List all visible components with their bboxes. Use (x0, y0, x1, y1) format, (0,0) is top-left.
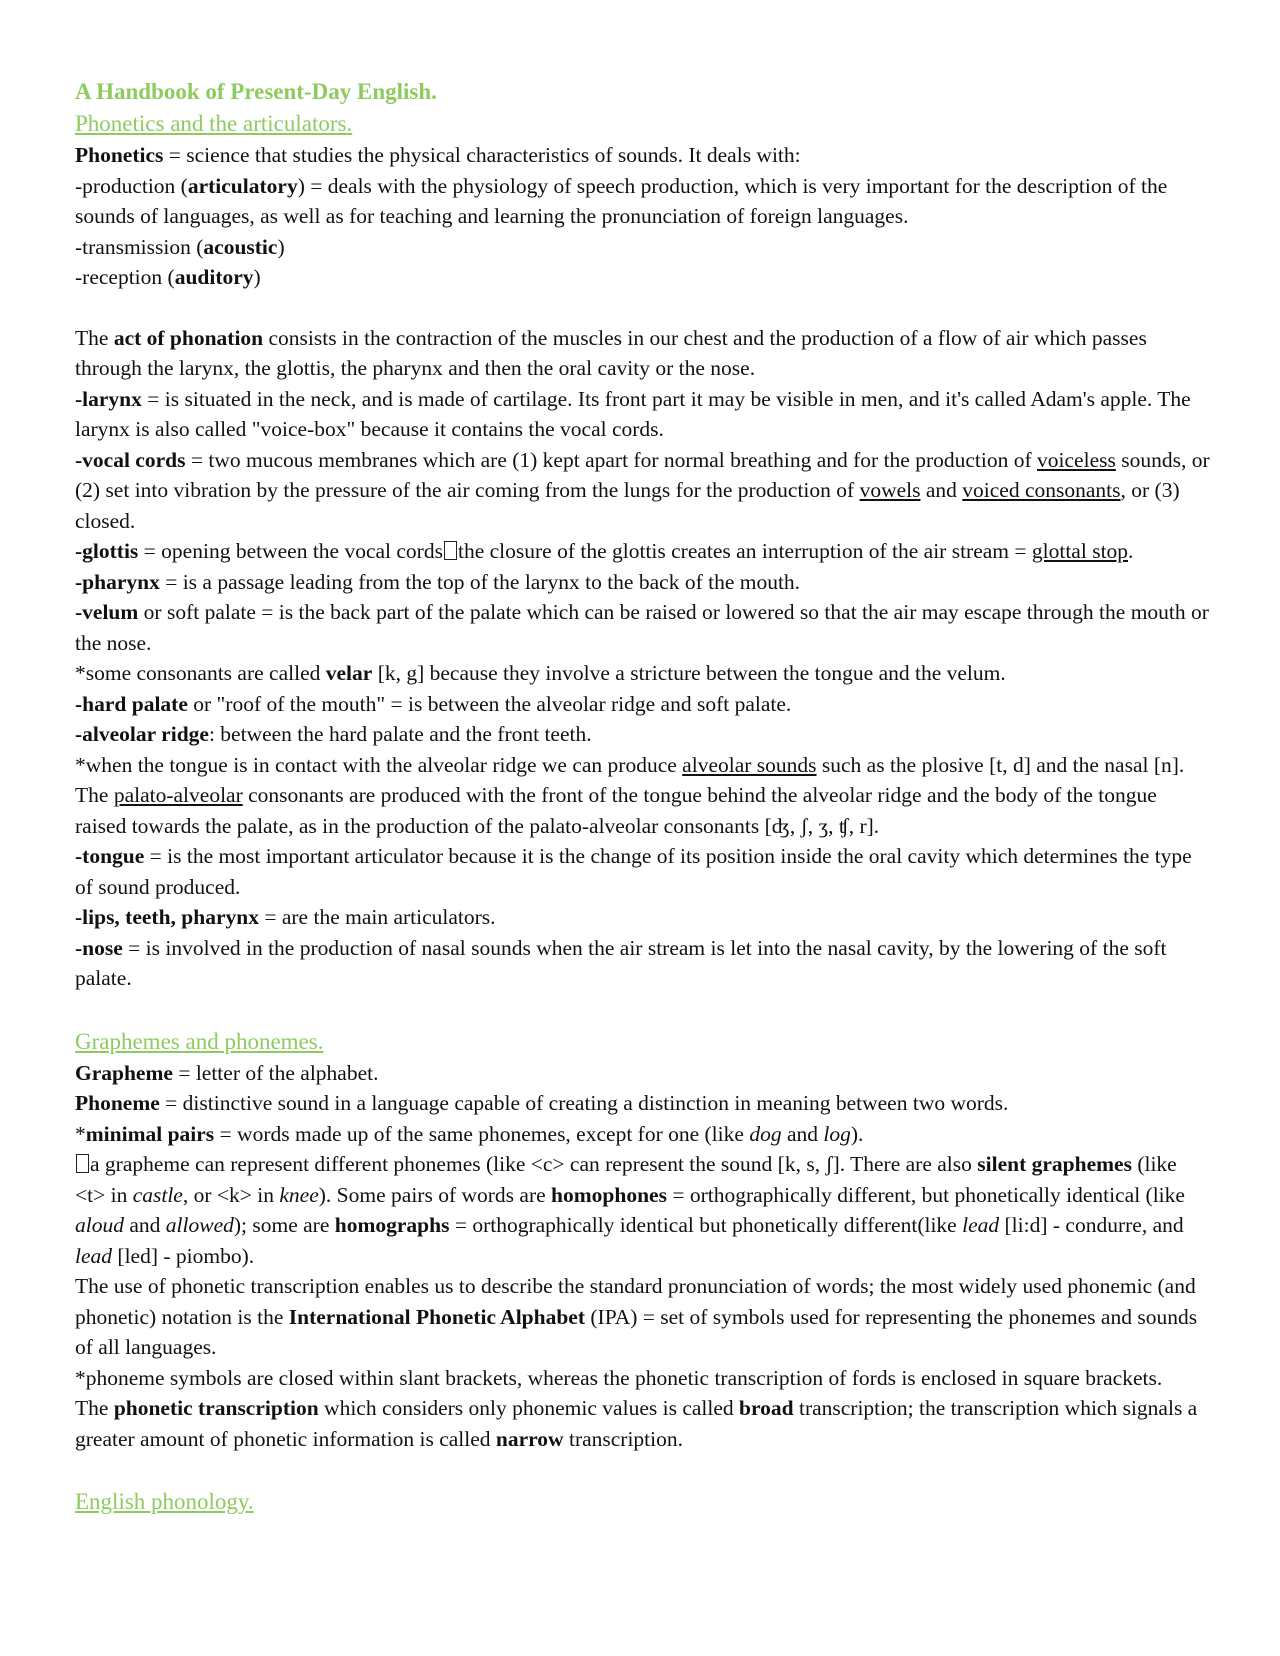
paragraph-production: -production (articulatory) = deals with the physiology of speech production, which is very important for the description of the sounds of languages, as well as for teaching and learning the pronunciation of foreign languages. (75, 173, 1168, 228)
paragraph-tongue: -tongue = is the most important articulator because it is the change of its position inside the oral cavity which determines the type of sound produced. (75, 844, 1192, 899)
paragraph-reception: -reception (auditory) (75, 265, 261, 289)
paragraph-minimal-pairs: *minimal pairs = words made up of the same phonemes, except for one (like dog and log). (75, 1121, 864, 1146)
paragraph-ipa: The use of phonetic transcription enables us to describe the standard pronunciation of words; the most widely used phonemic (and phonetic) notation is the International Phonetic Alphabet (IPA) = set of symbols used for representing the phonemes and sounds of all languages. (75, 1274, 1198, 1359)
section-heading-english-phonology: English phonology. (75, 1489, 254, 1514)
paragraph-hard-palate: -hard palate or "roof of the mouth" = is between the alveolar ridge and soft palate. (75, 691, 792, 716)
section-heading-phonetics: Phonetics and the articulators. (75, 111, 353, 136)
paragraph-vocal-cords: -vocal cords = two mucous membranes which are (1) kept apart for normal breathing and for the production of voiceless sounds, or (2) set into vibration by the pressure of the air coming from the lungs for the production of vowels and voiced consonants, or (3) closed. (75, 447, 1210, 533)
missing-glyph-icon (76, 1154, 89, 1173)
paragraph-phoneme: Phoneme = distinctive sound in a language capable of creating a distinction in meaning between two words. (75, 1091, 1009, 1115)
paragraph-alveolar-note: *when the tongue is in contact with the alveolar ridge we can produce alveolar sounds such as the plosive [t, d] and the nasal [n]. The palato-alveolar consonants are produced with the front of the tongue behind the alveolar ridge and the body of the tongue raised towards the palate, as in the production of the palato-alveolar consonants [ʤ, ʃ, ʒ, ʧ, r]. (75, 752, 1185, 838)
paragraph-phonetics-definition: Phonetics = science that studies the physical characteristics of sounds. It deals with: (75, 143, 801, 167)
paragraph-grapheme-phonemes: a grapheme can represent different phonemes (like <c> can represent the sound [k, s, ʃ]. There are also silent graphemes (like <t> in castle, or <k> in knee). Some pairs of words are homophones = orthographically different, but phonetically identical (like aloud and allowed); some are homographs = orthographically identical but phonetically different(like lead [li:d] - condurre, and lead [led] - piombo). (75, 1152, 1185, 1268)
paragraph-velum: -velum or soft palate = is the back part of the palate which can be raised or lowered so that the air may escape through the mouth or the nose. (75, 600, 1209, 655)
paragraph-alveolar-ridge: -alveolar ridge: between the hard palate and the front teeth. (75, 722, 592, 746)
paragraph-lips: -lips, teeth, pharynx = are the main articulators. (75, 905, 496, 929)
paragraph-transmission: -transmission (acoustic) (75, 234, 285, 259)
document-title: A Handbook of Present-Day English. (75, 79, 437, 104)
missing-glyph-icon (444, 541, 457, 560)
paragraph-velar-note: *some consonants are called velar [k, g] because they involve a stricture between the tongue and the velum. (75, 661, 1006, 685)
paragraph-transcription: The phonetic transcription which considers only phonemic values is called broad transcription; the transcription which signals a greater amount of phonetic information is called narrow transcription. (75, 1396, 1198, 1451)
paragraph-glottis: -glottis = opening between the vocal cords the closure of the glottis creates an interruption of the air stream = glottal stop. (75, 539, 1134, 563)
paragraph-symbols-note: *phoneme symbols are closed within slant brackets, whereas the phonetic transcription of fords is enclosed in square brackets. (75, 1365, 1163, 1390)
paragraph-nose: -nose = is involved in the production of nasal sounds when the air stream is let into the nasal cavity, by the lowering of the soft palate. (75, 935, 1167, 990)
paragraph-grapheme: Grapheme = letter of the alphabet. (75, 1060, 379, 1085)
section-heading-graphemes: Graphemes and phonemes. (75, 1028, 324, 1054)
paragraph-larynx: -larynx = is situated in the neck, and is made of cartilage. Its front part it may be visible in men, and it's called Adam's apple. The larynx is also called "voice-box" because it contains the vocal cords. (75, 386, 1191, 441)
paragraph-pharynx: -pharynx = is a passage leading from the top of the larynx to the back of the mouth. (75, 569, 801, 594)
paragraph-act-of-phonation: The act of phonation consists in the contraction of the muscles in our chest and the production of a flow of air which passes through the larynx, the glottis, the pharynx and then the oral cavity or the nose. (75, 325, 1147, 380)
